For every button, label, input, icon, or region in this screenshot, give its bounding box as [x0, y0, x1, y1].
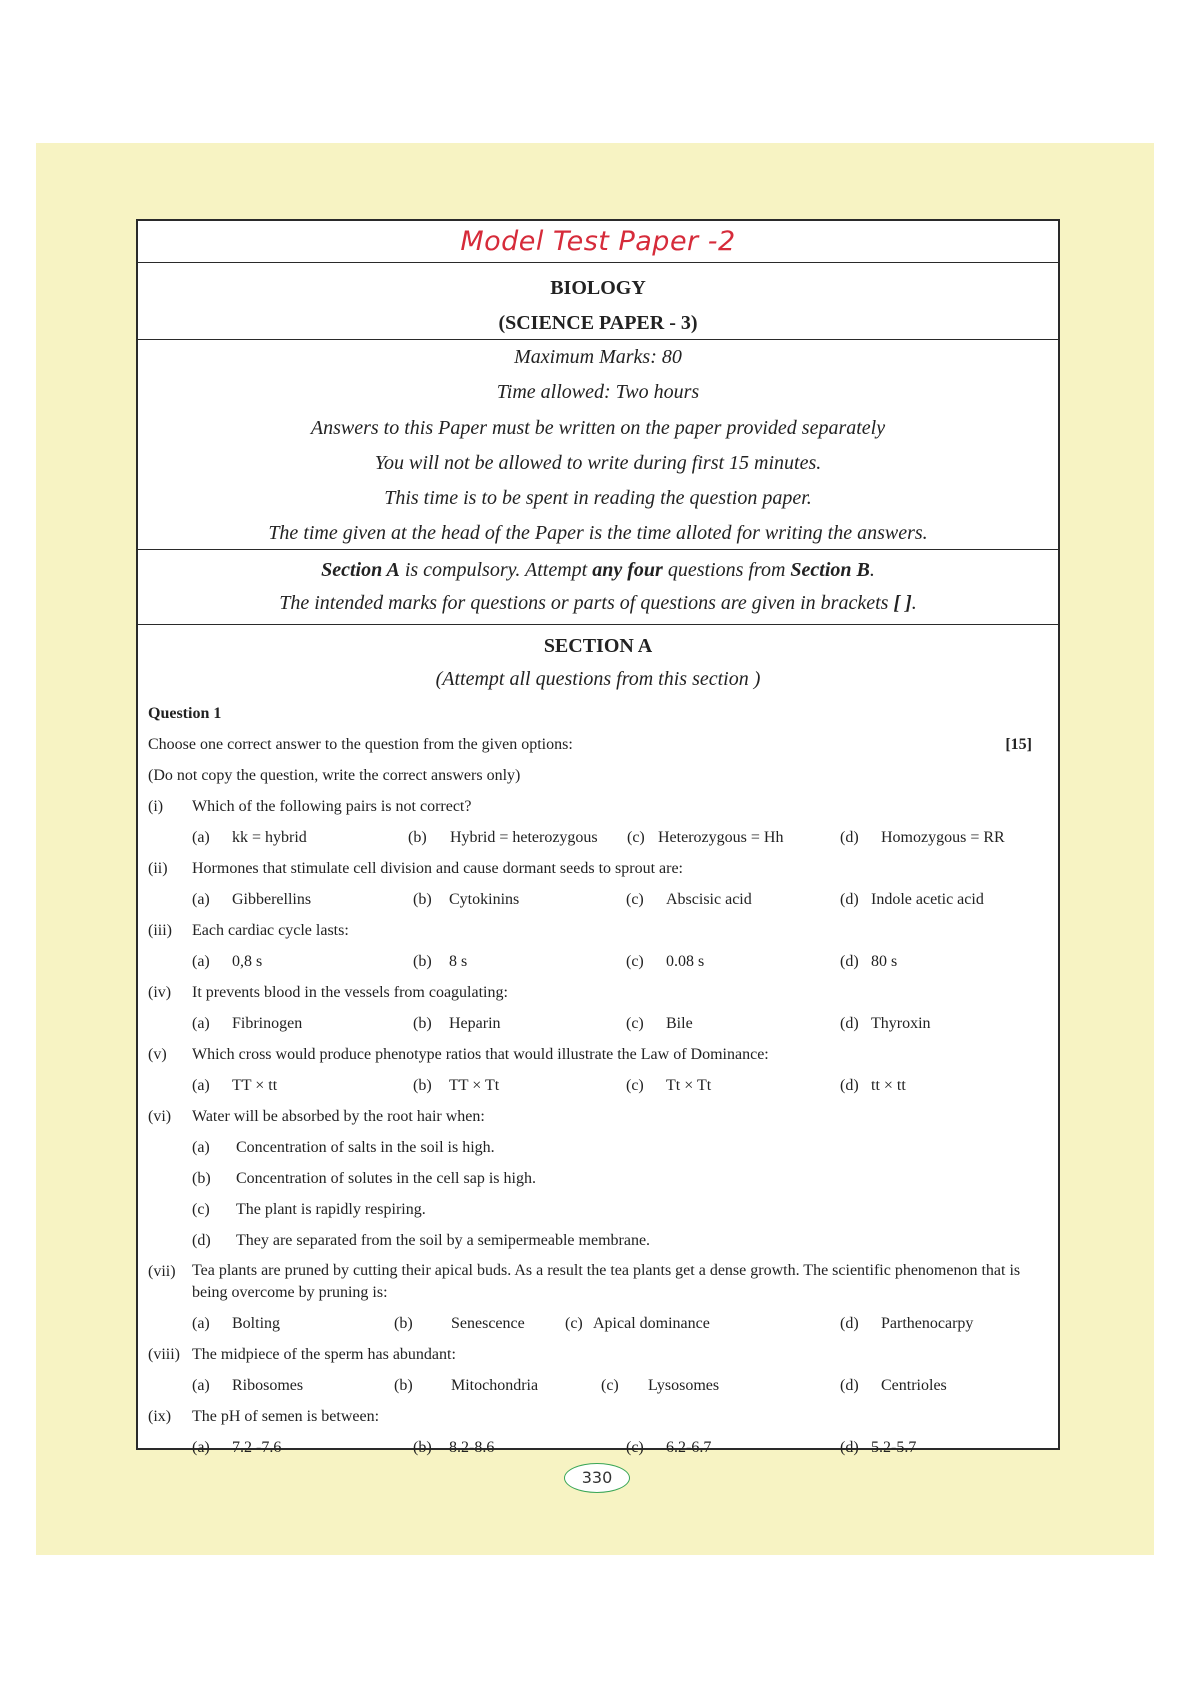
- instruction-line: Maximum Marks: 80: [514, 346, 682, 368]
- option-text: Concentration of solutes in the cell sap is high.: [236, 1170, 536, 1187]
- question-row: [148, 1039, 1048, 1070]
- option-label: (a): [192, 829, 210, 846]
- option-label: (c): [626, 1077, 644, 1094]
- option-label: (d): [840, 1077, 859, 1094]
- question-row: [148, 977, 1048, 1008]
- option-label: (d): [192, 1232, 211, 1249]
- question-row: [148, 1401, 1048, 1432]
- option-text: Heparin: [449, 1015, 501, 1032]
- option-text: The plant is rapidly respiring.: [236, 1201, 426, 1218]
- instruction-line: Time allowed: Two hours: [496, 381, 700, 404]
- option-text: 5.2-5.7: [871, 1439, 917, 1456]
- section-note: [138, 550, 1058, 625]
- option-label: (b): [394, 1315, 413, 1332]
- options-row: [148, 822, 1048, 853]
- option-label: (b): [408, 829, 427, 846]
- option-text: Fibrinogen: [232, 1015, 303, 1032]
- option-text: Apical dominance: [593, 1315, 710, 1332]
- option-text: 0,8 s: [232, 953, 263, 970]
- option-text: Parthenocarpy: [881, 1315, 974, 1332]
- option-label: (d): [840, 891, 859, 908]
- section-a: [138, 625, 1058, 1463]
- note-text: is compulsory. Attempt: [399, 559, 593, 581]
- note-text: .: [869, 559, 875, 581]
- option-text: Mitochondria: [451, 1377, 539, 1394]
- option-label: (d): [840, 1377, 859, 1394]
- option-text: TT × Tt: [449, 1077, 500, 1094]
- option-label: (d): [840, 829, 859, 846]
- option-label: (b): [192, 1170, 211, 1187]
- option-label: (d): [840, 1015, 859, 1032]
- option-text: Gibberellins: [232, 891, 312, 908]
- instructions-block: [138, 340, 1058, 550]
- option-label: (a): [192, 1139, 210, 1156]
- option-label: (c): [627, 829, 645, 846]
- option-label: (b): [394, 1377, 413, 1394]
- option-text: kk = hybrid: [232, 829, 307, 846]
- section-a-ref: Section A: [321, 559, 400, 581]
- exam-frame: [136, 219, 1060, 1456]
- option-row: [148, 1194, 1048, 1225]
- option-text: Cytokinins: [449, 891, 520, 908]
- option-label: (c): [192, 1201, 210, 1218]
- instruction-line: The time given at the head of the Paper is the time alloted for writing the answers.: [268, 522, 928, 545]
- option-label: (c): [626, 1439, 644, 1456]
- question-row: [148, 1256, 1048, 1308]
- question-text: It prevents blood in the vessels from coagulating:: [192, 984, 508, 1001]
- question-text: Which of the following pairs is not correct?: [192, 798, 472, 815]
- question-number: (iv): [148, 984, 172, 1001]
- option-text: Concentration of salts in the soil is high.: [236, 1139, 495, 1156]
- option-label: (a): [192, 1439, 210, 1456]
- section-a-subtitle: (Attempt all questions from this section ): [435, 668, 761, 690]
- question-number: (vi): [148, 1108, 172, 1125]
- option-row: [148, 1132, 1048, 1163]
- option-label: (c): [626, 953, 644, 970]
- option-label: (a): [192, 953, 210, 970]
- option-text: Hybrid = heterozygous: [450, 829, 598, 846]
- marks-label: [15]: [1005, 736, 1032, 753]
- question-number: (ix): [148, 1408, 172, 1425]
- question-number: (i): [148, 798, 164, 815]
- question-number: (viii): [148, 1346, 180, 1363]
- question-row: [148, 1101, 1048, 1132]
- note-text: .: [911, 592, 917, 614]
- option-text: 8.2-8.6: [449, 1439, 495, 1456]
- option-text: Homozygous = RR: [881, 829, 1005, 846]
- option-label: (c): [626, 1015, 644, 1032]
- option-label: (b): [413, 891, 432, 908]
- option-label: (b): [413, 1077, 432, 1094]
- options-row: [148, 1370, 1048, 1401]
- question-text: The pH of semen is between:: [192, 1408, 380, 1425]
- option-text: 80 s: [871, 953, 898, 970]
- question-row: [148, 1339, 1048, 1370]
- note-text: The intended marks for questions or parts of questions are given in brackets: [279, 592, 894, 614]
- option-row: [148, 1163, 1048, 1194]
- option-text: Ribosomes: [232, 1377, 304, 1394]
- option-text: 0.08 s: [666, 953, 705, 970]
- question-number: (vii): [148, 1263, 176, 1280]
- option-label: (d): [840, 1439, 859, 1456]
- question-text: Water will be absorbed by the root hair when:: [192, 1108, 485, 1125]
- option-text: 7.2 -7.6: [232, 1439, 282, 1456]
- option-text: Heterozygous = Hh: [658, 829, 784, 846]
- question-row: [148, 853, 1048, 884]
- options-row: [148, 1008, 1048, 1039]
- question-text: The midpiece of the sperm has abundant:: [192, 1346, 456, 1363]
- brackets-text: [ ]: [893, 592, 912, 614]
- option-text: Bolting: [232, 1315, 281, 1332]
- page-number: 330: [564, 1463, 630, 1493]
- question-instruction: [148, 729, 1048, 760]
- question-row: [148, 791, 1048, 822]
- option-label: (d): [840, 1315, 859, 1332]
- paper-name: (SCIENCE PAPER - 3): [498, 312, 698, 334]
- option-text: They are separated from the soil by a semipermeable membrane.: [236, 1232, 651, 1249]
- option-text: Abscisic acid: [666, 891, 752, 908]
- option-text: Indole acetic acid: [871, 891, 984, 908]
- options-row: [148, 946, 1048, 977]
- option-text: 8 s: [449, 953, 468, 970]
- section-note-line-2: [138, 587, 1058, 620]
- options-row: [148, 1308, 1048, 1339]
- section-a-title: SECTION A: [543, 635, 653, 657]
- option-text: Senescence: [451, 1315, 525, 1332]
- instruction-line: Answers to this Paper must be written on the paper provided separately: [310, 416, 886, 439]
- option-text: Tt × Tt: [666, 1077, 712, 1094]
- question-text: Which cross would produce phenotype ratios that would illustrate the Law of Dominance:: [192, 1046, 769, 1063]
- options-row: [148, 1432, 1048, 1463]
- note-text: questions from: [662, 559, 791, 581]
- question-text: Tea plants are pruned by cutting their apical buds. As a result the tea plants get a dense growth. The scientific phenomenon that is being overcome by pruning is:: [192, 1262, 1021, 1301]
- option-label: (c): [626, 891, 644, 908]
- instruction-line: You will not be allowed to write during first 15 minutes.: [374, 451, 822, 474]
- subject-row: [138, 263, 1058, 340]
- question-number: (ii): [148, 860, 168, 877]
- question-label: Question 1: [148, 705, 222, 722]
- option-label: (b): [413, 1439, 432, 1456]
- option-text: Bile: [666, 1015, 693, 1032]
- option-label: (a): [192, 1077, 210, 1094]
- any-four-text: any four: [592, 559, 663, 581]
- option-label: (a): [192, 1315, 210, 1332]
- option-label: (a): [192, 1377, 210, 1394]
- question-list: [148, 791, 1048, 1463]
- question-text: Each cardiac cycle lasts:: [192, 922, 349, 939]
- section-note-line-1: [138, 554, 1058, 587]
- option-text: 6.2-6.7: [666, 1439, 712, 1456]
- options-row: [148, 884, 1048, 915]
- option-text: Thyroxin: [871, 1015, 931, 1032]
- subject-name: BIOLOGY: [550, 277, 646, 299]
- section-b-ref: Section B: [790, 559, 870, 581]
- options-row: [148, 1070, 1048, 1101]
- option-label: (d): [840, 953, 859, 970]
- option-label: (a): [192, 891, 210, 908]
- question-text: Hormones that stimulate cell division and cause dormant seeds to sprout are:: [192, 860, 683, 877]
- option-row: [148, 1225, 1048, 1256]
- question-note: (Do not copy the question, write the correct answers only): [148, 767, 521, 784]
- option-label: (c): [565, 1315, 583, 1332]
- option-text: TT × tt: [232, 1077, 278, 1094]
- option-label: (b): [413, 953, 432, 970]
- instruction-text: Choose one correct answer to the question from the given options:: [148, 736, 573, 753]
- option-text: tt × tt: [871, 1077, 906, 1094]
- paper-title: Model Test Paper -2: [460, 226, 736, 257]
- question-number: (v): [148, 1046, 167, 1063]
- option-text: Lysosomes: [648, 1377, 720, 1394]
- option-label: (b): [413, 1015, 432, 1032]
- instruction-line: This time is to be spent in reading the question paper.: [384, 487, 812, 510]
- question-number: (iii): [148, 922, 172, 939]
- option-label: (c): [601, 1377, 619, 1394]
- option-text: Centrioles: [881, 1377, 947, 1394]
- title-row: [138, 221, 1058, 263]
- option-label: (a): [192, 1015, 210, 1032]
- question-row: [148, 915, 1048, 946]
